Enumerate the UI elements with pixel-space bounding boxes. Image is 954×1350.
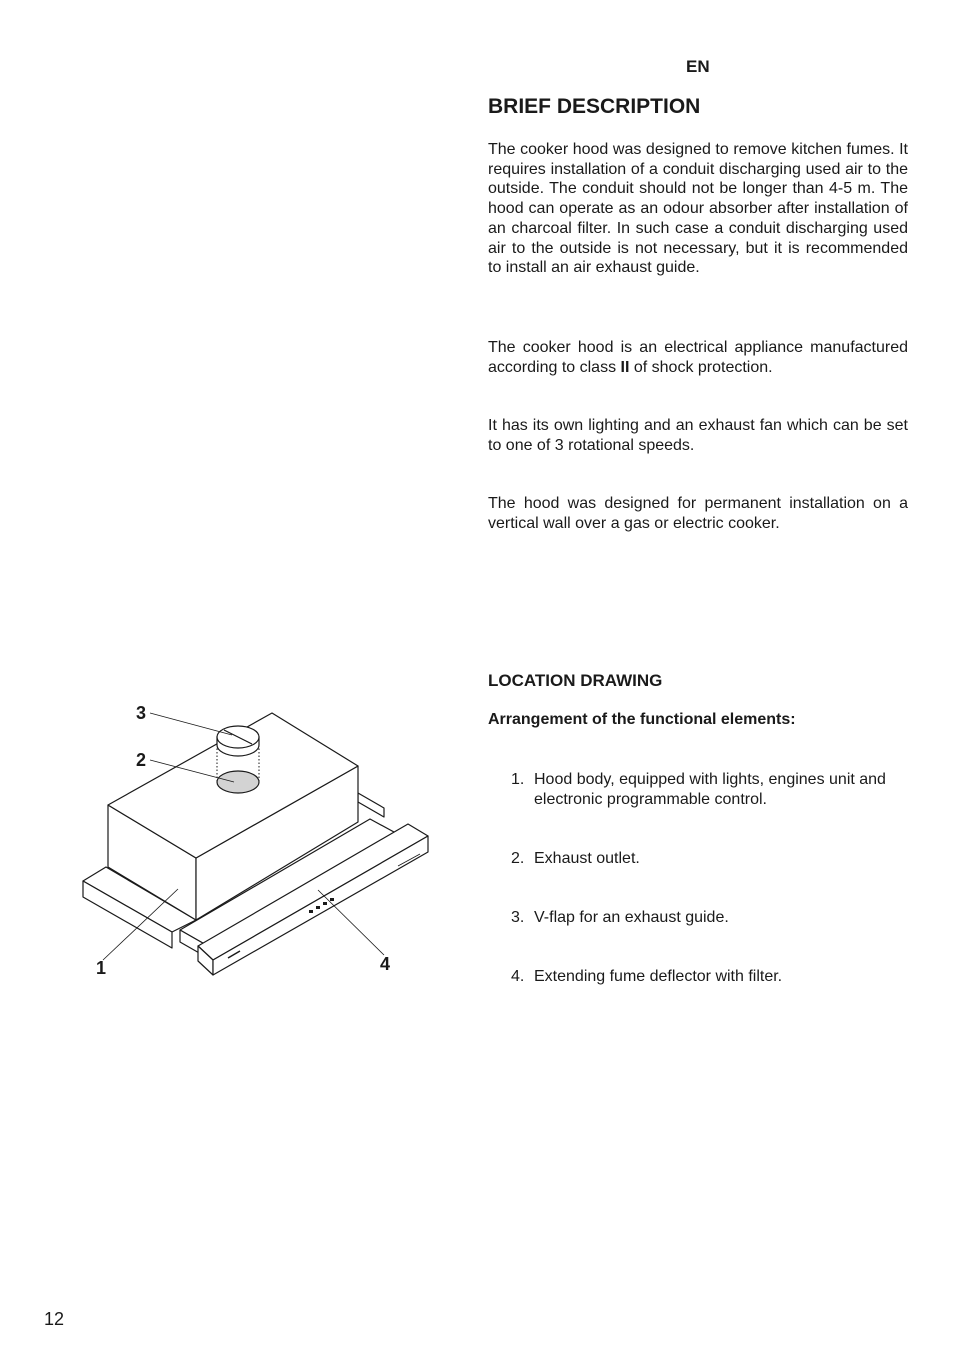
page-number: 12 [44, 1309, 65, 1329]
protection-class: II [620, 358, 630, 376]
brief-paragraph-4: The hood was designed for permanent installation on a vertical wall over a gas or electric cooker. [488, 495, 908, 532]
list-item [511, 908, 911, 928]
list-item-number: 1. [511, 771, 525, 788]
hood-rear-bar [358, 793, 384, 817]
callout-2: 2 [136, 750, 147, 770]
list-item-text: Exhaust outlet. [534, 850, 640, 867]
location-subtitle: Arrangement of the functional elements: [488, 711, 796, 728]
brief-paragraph-2-start: The cooker hood is an electrical appliance manufactured according to class [488, 339, 908, 376]
callout-1: 1 [96, 958, 107, 978]
list-item-text: Extending fume deflector with filter. [534, 968, 783, 985]
list-item [511, 849, 911, 869]
leader-line-4 [318, 890, 384, 955]
list-item-number: 4. [511, 968, 525, 985]
list-item [511, 770, 911, 809]
brief-paragraph-2 [488, 338, 908, 377]
brief-paragraph-2-end: of shock protection. [629, 358, 773, 376]
brief-paragraph-1: The cooker hood was designed to remove kitchen fumes. It requires installation of a conduit discharging used air to the outside. The conduit should not be longer than 4-5 m. The hood can operate as an odour absorber after installation of an charcoal filter. In such case a conduit discharging used air to the outside is not necessary, but it is recommended to install an air exhaust guide. [488, 141, 908, 277]
cooker-hood-drawing [70, 690, 450, 990]
callout-4: 4 [380, 954, 391, 974]
list-item-text: V-flap for an exhaust guide. [534, 909, 729, 926]
exhaust-outlet [217, 771, 259, 793]
location-drawing-title: LOCATION DRAWING [488, 671, 663, 690]
brief-paragraph-3: It has its own lighting and an exhaust fan which can be set to one of 3 rotational speeds. [488, 417, 908, 454]
list-item [511, 967, 911, 987]
list-item-number: 2. [511, 850, 525, 867]
list-item-number: 3. [511, 909, 525, 926]
language-code: EN [686, 57, 710, 76]
brief-description-title: BRIEF DESCRIPTION [488, 95, 701, 118]
list-item-text: Hood body, equipped with lights, engines unit and electronic programmable control. [534, 771, 886, 808]
callout-3: 3 [136, 703, 147, 723]
leader-line-3 [150, 713, 232, 735]
